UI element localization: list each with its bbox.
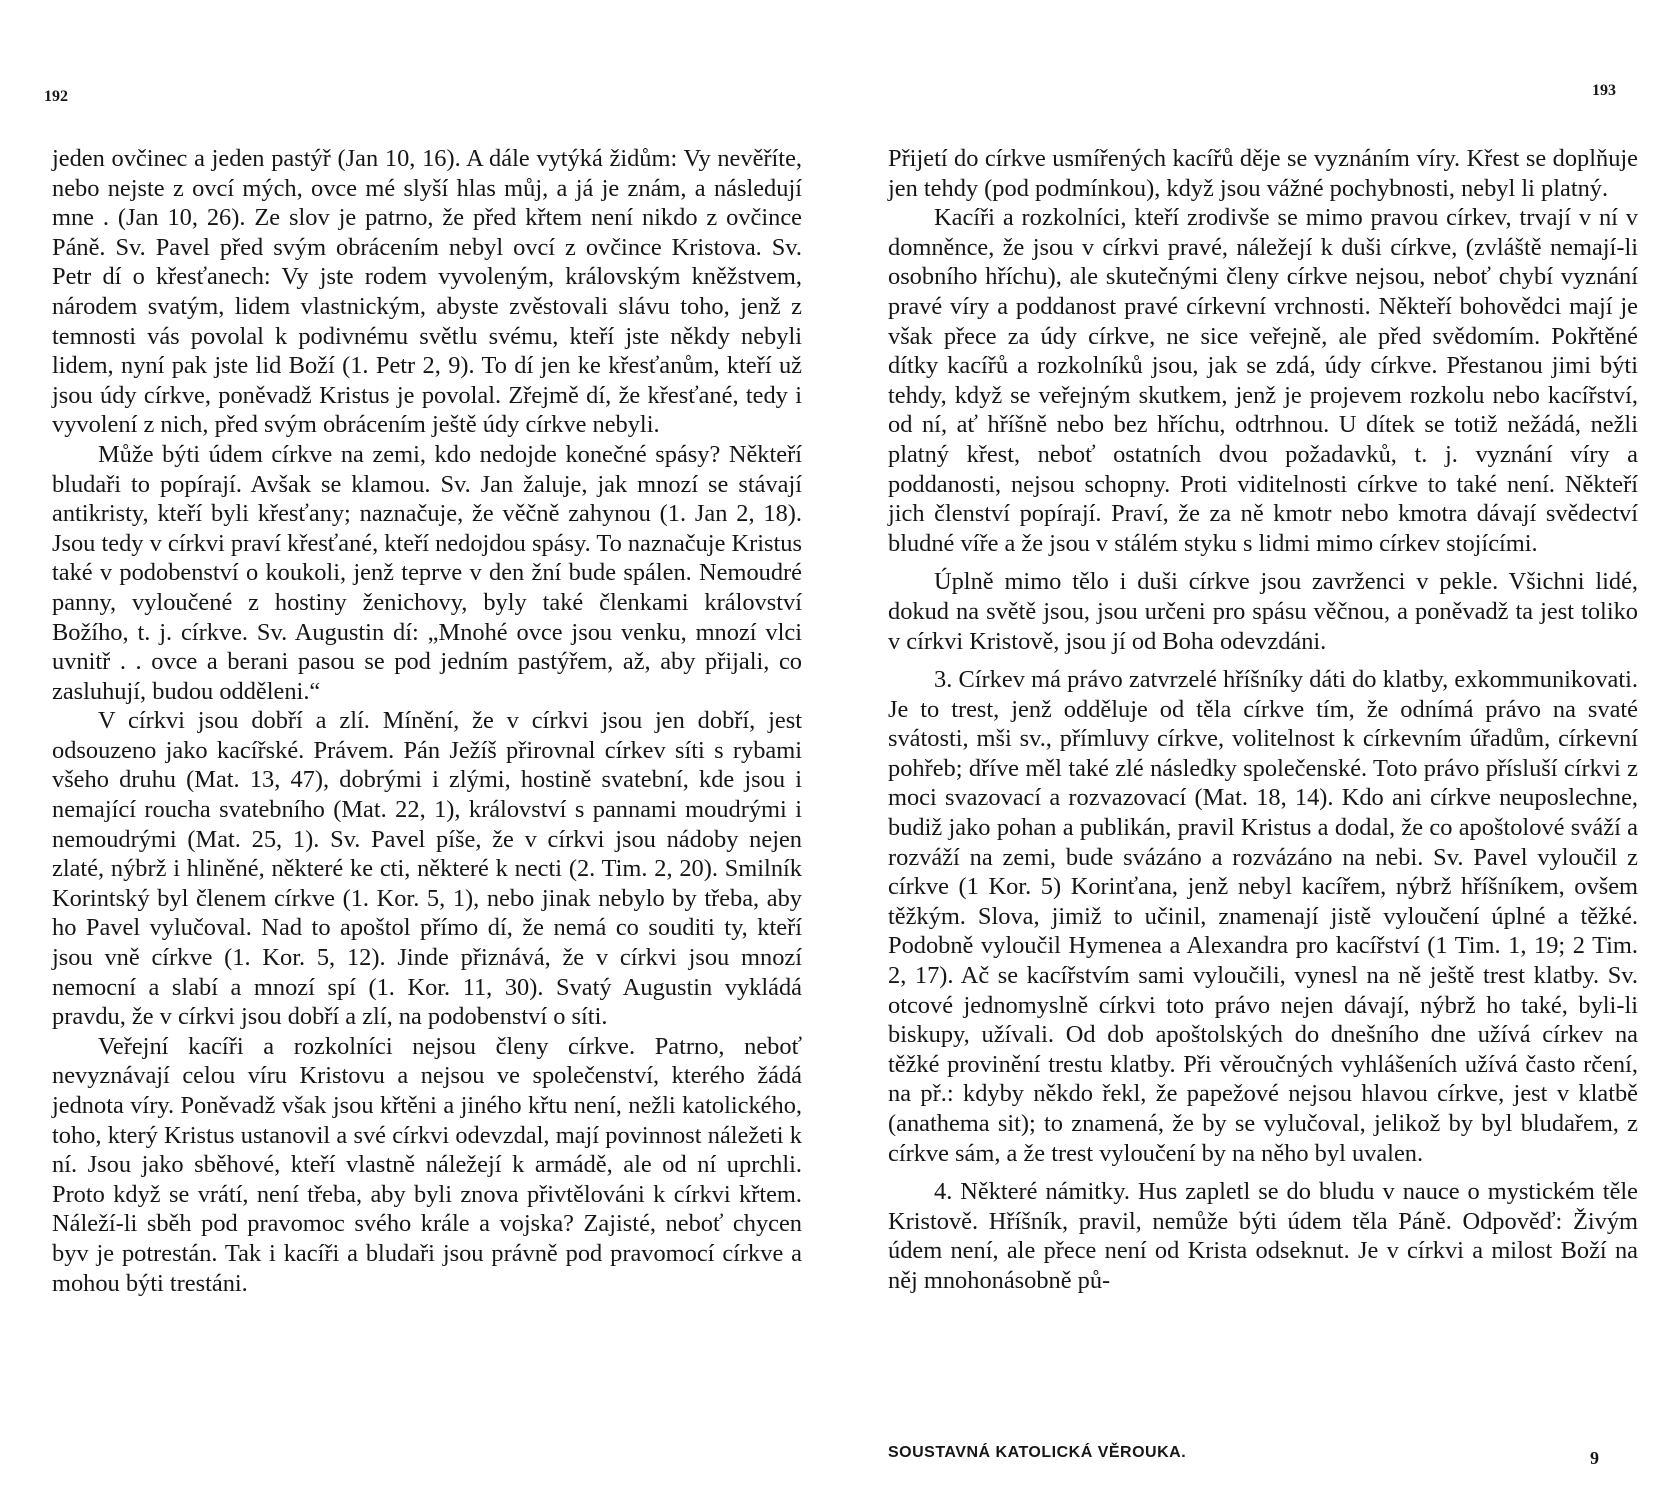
paragraph: 4. Některé námitky. Hus zapletl se do bludu v nauce o mystickém těle Kristově. Hříšník, pravil, nemůže býti údem těla Páně. Odpověď: Živým údem není, ale přece není od Krista odseknut. Je v církvi a milost Boží na něj mnohonásobně pů- — [888, 1178, 1638, 1294]
paragraph: 3. Církev má právo zatvrzelé hříšníky dáti do klatby, exkommunikovati. Je to trest, jenž odděluje od těla církve tím, že odnímá právo na svaté svátosti, mši sv., přímluvy církve, volitelnost k církevním úřadům, církevní pohřeb; dříve měl také zlé následky společenské. Toto právo přísluší církvi z moci svazovací a rozvazovací (Mat. 18, 14). Kdo ani církve neuposlechne, budiž jako pohan a publikán, pravil Kristus a dodal, že co apoštolové sváží a rozváží na zemi, bude svázáno a rozvázáno na nebi. Sv. Pavel vyloučil z církve (1 Kor. 5) Korinťana, jenž nebyl kacířem, nýbrž hříšníkem, ovšem těžkým. Slova, jimiž to učinil, znamenají jistě vyloučení úplné a těžké. Podobně vyloučil Hymenea a Alexandra pro kacířství (1 Tim. 1, 19; 2 Tim. 2, 17). Ač se kacířstvím sami vyloučili, vynesl na ně ještě trest klatby. Sv. otcové jednomyslně církvi toto právo nejen dávají, nýbrž ho také, byli-li biskupy, užívali. Od dob apoštolských do dnešního dne užívá církev na těžké provinění trestu klatby. Při věroučných vyhlášeních užívá často rčení, na př.: kdyby někdo řekl, že papežové nejsou hlavou církve, jest v klatbě (anathema sit); to znamená, že by se vylučoval, jelikož by byl bludařem, z církve sám, a že trest vyloučení by na něho byl uvalen. — [888, 666, 1638, 1167]
paragraph: Kacíři a rozkolníci, kteří zrodivše se mimo pravou církev, trvají v ní v domněnce, že jsou v církvi pravé, náležejí k duši církve, (zvláště nemají-li osobního hříchu), ale skutečnými členy církve nejsou, neboť chybí vyznání pravé víry a poddanost pravé církevní vrchnosti. Někteří bohovědci mají je však přece za údy církve, ne sice veřejně, ale před svědomím. Pokřtěné dítky kacířů a rozkolníků jsou, jak se zdá, údy církve. Přestanou jimi býti tehdy, když se veřejným skutkem, jenž je projevem rozkolu nebo kacířství, od ní, ať hříšně nebo bez hříchu, odtrhnou. U dítek se totiž nežádá, nežli platný křest, neboť ostatních dvou požadavků, t. j. vyznání víry a poddanosti, nejsou schopny. Proti viditelnosti církve to také není. Někteří jich členství popírají. Praví, že za ně kmotr nebo kmotra dávají svědectví bludné víře a že jsou v stálém styku s lidmi mimo církev stojícími. — [888, 204, 1638, 557]
paragraph: Veřejní kacíři a rozkolníci nejsou členy církve. Patrno, neboť nevyznávají celou víru Kristovu a nejsou ve společenství, kterého žádá jednota víry. Poněvadž však jsou křtěni a jiného křtu není, nežli katolického, toho, který Kristus ustanovil a své církvi odevzdal, mají povinnost náležeti k ní. Jsou jako sběhové, kteří vlastně náležejí k armádě, ale od ní uprchli. Proto když se vrátí, není třeba, aby byli znova přivtělováni k církvi křtem. Náleží-li sběh pod pravomoc svého krále a vojska? Zajisté, neboť chycen byv je potrestán. Tak i kacíři a bludaři jsou právně pod pravomocí církve a mohou býti trestáni. — [52, 1032, 802, 1297]
page-number-left: 192 — [44, 88, 68, 105]
signature-mark: 9 — [1590, 1448, 1599, 1468]
right-page-column — [888, 144, 1638, 1296]
paragraph: Úplně mimo tělo i duši církve jsou zavrženci v pekle. Všichni lidé, dokud na světě jsou, jsou určeni pro spásu věčnou, a poněvadž ta jest toliko v církvi Kristově, jsou jí od Boha odevzdáni. — [888, 568, 1638, 655]
paragraph: Přijetí do církve usmířených kacířů děje se vyznáním víry. Křest se doplňuje jen tehdy (pod podmínkou), když jsou vážné pochybnosti, nebyl li platný. — [888, 145, 1638, 202]
left-page-column — [52, 144, 802, 1298]
paragraph: Může býti údem církve na zemi, kdo nedojde konečné spásy? Někteří bludaři to popírají. Avšak se klamou. Sv. Jan žaluje, jak mnozí se stávají antikristy, kteří byli křesťany; naznačuje, že věčně zahynou (1. Jan 2, 18). Jsou tedy v církvi praví křesťané, kteří nedojdou spásy. To naznačuje Kristus také v podobenství o koukoli, jenž teprve v den žní bude spálen. Nemoudré panny, vyloučené z hostiny ženichovy, byly také členkami království Božího, t. j. církve. Sv. Augustin dí: „Mnohé ovce jsou venku, mnozí vlci uvnitř . . ovce a berani pasou se pod jedním pastýřem, až, aby přijali, co zasluhují, budou odděleni.“ — [52, 440, 802, 705]
footer-book-title: SOUSTAVNÁ KATOLICKÁ VĚROUKA. — [888, 1444, 1187, 1461]
paragraph: jeden ovčinec a jeden pastýř (Jan 10, 16). A dále vytýká židům: Vy nevěříte, nebo nejste z ovcí mých, ovce mé slyší hlas můj, a já je znám, a následují mne . (Jan 10, 26). Ze slov je patrno, že před křtem není nikdo z ovčince Páně. Sv. Pavel před svým obrácením nebyl ovcí z ovčince Kristova. Sv. Petr dí o křesťanech: Vy jste rodem vyvoleným, královským kněžstvem, národem svatým, lidem vlastnickým, abyste zvěstovali slávu toho, jenž z temnosti vás povolal k podivnému světlu svému, kteří jste někdy nebyli lidem, nyní pak jste lid Boží (1. Petr 2, 9). To dí jen ke křesťanům, kteří už jsou údy církve, poněvadž Kristus je povolal. Zřejmě dí, že křesťané, tedy i vyvolení z nich, před svým obrácením ještě údy církve nebyli. — [52, 145, 802, 439]
paragraph: V církvi jsou dobří a zlí. Mínění, že v církvi jsou jen dobří, jest odsouzeno jako kacířské. Právem. Pán Ježíš přirovnal církev síti s rybami všeho druhu (Mat. 13, 47), dobrými i zlými, hostině svatební, kde jsou i nemající roucha svatebního (Mat. 22, 1), království s pannami moudrými i nemoudrými (Mat. 25, 1). Sv. Pavel píše, že v církvi jsou nádoby nejen zlaté, nýbrž i hliněné, některé ke cti, některé k necti (2. Tim. 2, 20). Smilník Korintský byl členem církve (1. Kor. 5, 1), nebo jinak nebylo by třeba, aby ho Pavel vylučoval. Nad to apoštol přímo dí, že nemá co souditi ty, kteří jsou vně církve (1. Kor. 5, 12). Jinde přiznává, že v církvi jsou mnozí nemocní a slabí a mnozí spí (1. Kor. 11, 30). Svatý Augustin vykládá pravdu, že v církvi jsou dobří a zlí, na podobenství o síti. — [52, 707, 802, 1031]
page-number-right: 193 — [1592, 82, 1616, 99]
